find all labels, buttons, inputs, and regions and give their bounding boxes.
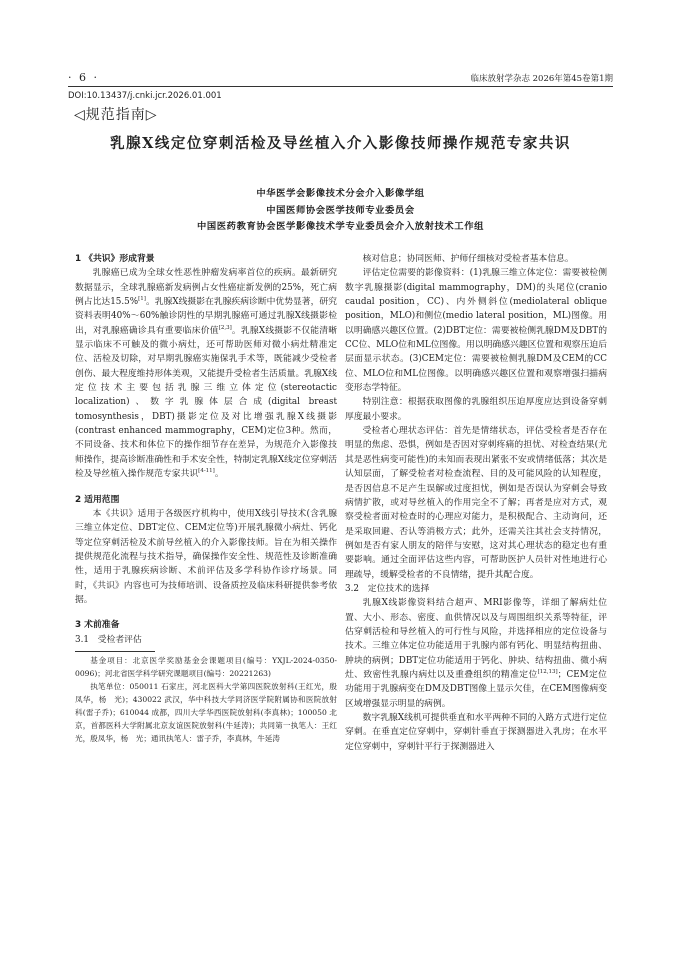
header-rule: [68, 86, 613, 87]
left-column: [75, 252, 337, 745]
section-2-paragraph: 本《共识》适用于各级医疗机构中，使用X线引导技术(含乳腺三维立体定位、DBT定位、CEM定位等)开展乳腺微小病灶、钙化等定位穿刺活检及术前导丝植入的介入影像技师。旨在为相关操作提供规范化流程与技术指导，确保操作安全性、规范性及诊断准确性，适用于乳腺疾病诊断、术前评估及多学科协作诊疗场景。同时，《共识》内容也可为技师培训、设备质控及临床科研提供参考依据。: [75, 508, 337, 605]
paragraph: 受检者心理状态评估：首先是情绪状态，评估受检者是否存在明显的焦虑、恐惧，例如是否因对穿刺疼痛的担忧、对检查结果(尤其是恶性病变可能性)的未知而表现出紧张不安或情绪低落；其次是认知层面，了解受检者对检查流程、目的及可能风险的认知程度，是否因信息不足产生误解或过度担忧，例如是否误认为穿刺会导致病情扩散，或对导丝植入的作用完全不了解；再者是应对方式，观察受检者面对检查时的心理应对能力，是积极配合、主动询问，还是采取回避、否认等消极方式；此外，还需关注其社会支持情况，例如是否有家人朋友的陪伴与安慰，这对其心理状态的稳定也有重要影响。通过全面评估这些内容，可帮助医护人员针对性地进行心理疏导，缓解受检者的不良情绪，提升其配合度。: [345, 426, 607, 580]
citation: [4-11]: [198, 468, 215, 475]
funding-footnote: 基金项目：北京医学奖励基金会课题项目(编号：YXJL-2024-0350-0096)；河北省医学科学研究课题项目(编号：20221263): [75, 655, 337, 678]
footnotes: [75, 654, 337, 745]
section-1-paragraph: 乳腺癌已成为全球女性恶性肿瘤发病率首位的疾病。最新研究数据显示，全球乳腺癌新发病例占女性癌症新发例的25%，死亡病例占比达15.5%[1]。乳腺X线摄影在乳腺疾病诊断中优势显著，研究资料表明40%～60%触诊阴性的早期乳腺癌可通过乳腺X线摄影检出，对乳腺癌确诊具有重要临床价值[2,3]。乳腺X线摄影不仅能清晰显示临床不可触及的微小病灶，还可帮助医师对微小病灶精准定位、活检及切除，对早期乳腺癌实施保乳手术等，既能减少受检者创伤、最大程度维持形体美观，又能提升受检者生活质量。乳腺X线定位技术主要包括乳腺三维立体定位(stereotactic localization)、数字乳腺体层合成(digital breast tomosynthesis，DBT)摄影定位及对比增强乳腺X线摄影(contrast enhanced mammography，CEM)定位3种。然而，不同设备、技术和体位下的操作细节存在差异，为规范介入影像技师操作，提高诊断准确性和手术安全性，特制定乳腺X线定位穿刺活检及导丝植入操作规范专家共识[4-11]。: [75, 268, 338, 480]
author-group-1: 中华医学会影像技术分会介入影像学组: [256, 188, 425, 199]
citation: [1]: [138, 296, 146, 303]
article-title: 乳腺X线定位穿刺活检及导丝植入介入影像技师操作规范专家共识: [110, 135, 571, 152]
section-3-1-heading: 3.1 受检者评估: [75, 634, 142, 645]
footnote-rule: [75, 651, 155, 652]
section-2-heading: 2 适用范围: [75, 494, 120, 505]
author-list: [68, 186, 613, 236]
right-column: [345, 252, 607, 754]
author-group-3: 中国医药教育协会医学影像技术学专业委员会介入放射技术工作组: [196, 221, 484, 232]
section-tag: ◁规范指南▷: [74, 107, 158, 123]
citation: [12,13]: [537, 668, 558, 675]
paragraph: 数字乳腺X线机可提供垂直和水平两种不同的入路方式进行定位穿刺。在垂直定位穿刺中，穿刺针垂直于探测器进入乳房；在水平定位穿刺中，穿刺针平行于探测器进入: [345, 713, 607, 752]
paragraph: 评估定位需要的影像资料：(1)乳腺三维立体定位：需要被检侧数字乳腺摄影(digital mammography，DM)的头尾位(cranio caudal position，CC)、内外侧斜位(mediolateral oblique position，MLO)和侧位(medio lateral position，ML)图像。用以明确感兴趣区位置。(2)DBT定位：需要被检侧乳腺DM及DBT的CC位、MLO位和ML位图像。用以明确感兴趣区位置和观察压迫后层面显示状态。(3)CEM定位：需要被检侧乳腺DM及CEM的CC位、MLO位和ML位图像。以明确感兴趣区位置和观察增强扫描病变形态学特征。: [345, 268, 607, 394]
section-3-2-heading: 3.2 定位技术的选择: [345, 583, 430, 594]
paragraph: 特别注意：根据获取图像的乳腺组织压迫厚度应达到设备穿刺厚度最小要求。: [345, 397, 607, 422]
author-group-2: 中国医师协会医学技师专业委员会: [266, 204, 415, 216]
doi: DOI:10.13437/j.cnki.jcr.2026.01.001: [68, 91, 222, 101]
section-1-heading: 1 《共识》形成背景: [75, 254, 155, 264]
affiliation-footnote: 执笔单位：050011 石家庄，河北医科大学第四医院放射科(王红光，殷凤华，杨 光)；430022 武汉，华中科技大学同济医学院附属协和医院放射科(雷子乔)；610044 成都，四川大学华西医院放射科(李真林)；100050 北京，首都医科大学附属北京友谊医院放射科(牛延涛)；共同第一执笔人：王红光，殷凤华，杨 光；通讯执笔人：雷子乔，李真林，牛延涛: [75, 681, 337, 743]
section-3-heading: 3 术前准备: [75, 620, 120, 631]
citation: [2,3]: [218, 324, 232, 331]
paragraph: 核对信息；协同医师、护师仔细核对受检者基本信息。: [362, 254, 574, 264]
paragraph: 乳腺X线影像资料结合超声、MRI影像等，详细了解病灶位置、大小、形态、密度、血供情况以及与周围组织关系等特征，评估穿刺活检和导丝植入的可行性与风险，并选择相应的定位设备与技术。三维立体定位功能适用于乳腺内部有钙化、明显结构扭曲、肿块的病例；DBT定位功能适用于钙化、肿块、结构扭曲、微小病灶、致密性乳腺内病灶以及重叠组织的精准定位[12,13]；CEM定位功能用于乳腺病变在DM及DBT图像上显示欠佳，在CEM图像病变区域增强显示明显的病例。: [345, 598, 607, 709]
page-number: · 6 ·: [68, 71, 99, 84]
journal-header: 临床放射学杂志 2026年第45卷第1期: [470, 74, 613, 84]
